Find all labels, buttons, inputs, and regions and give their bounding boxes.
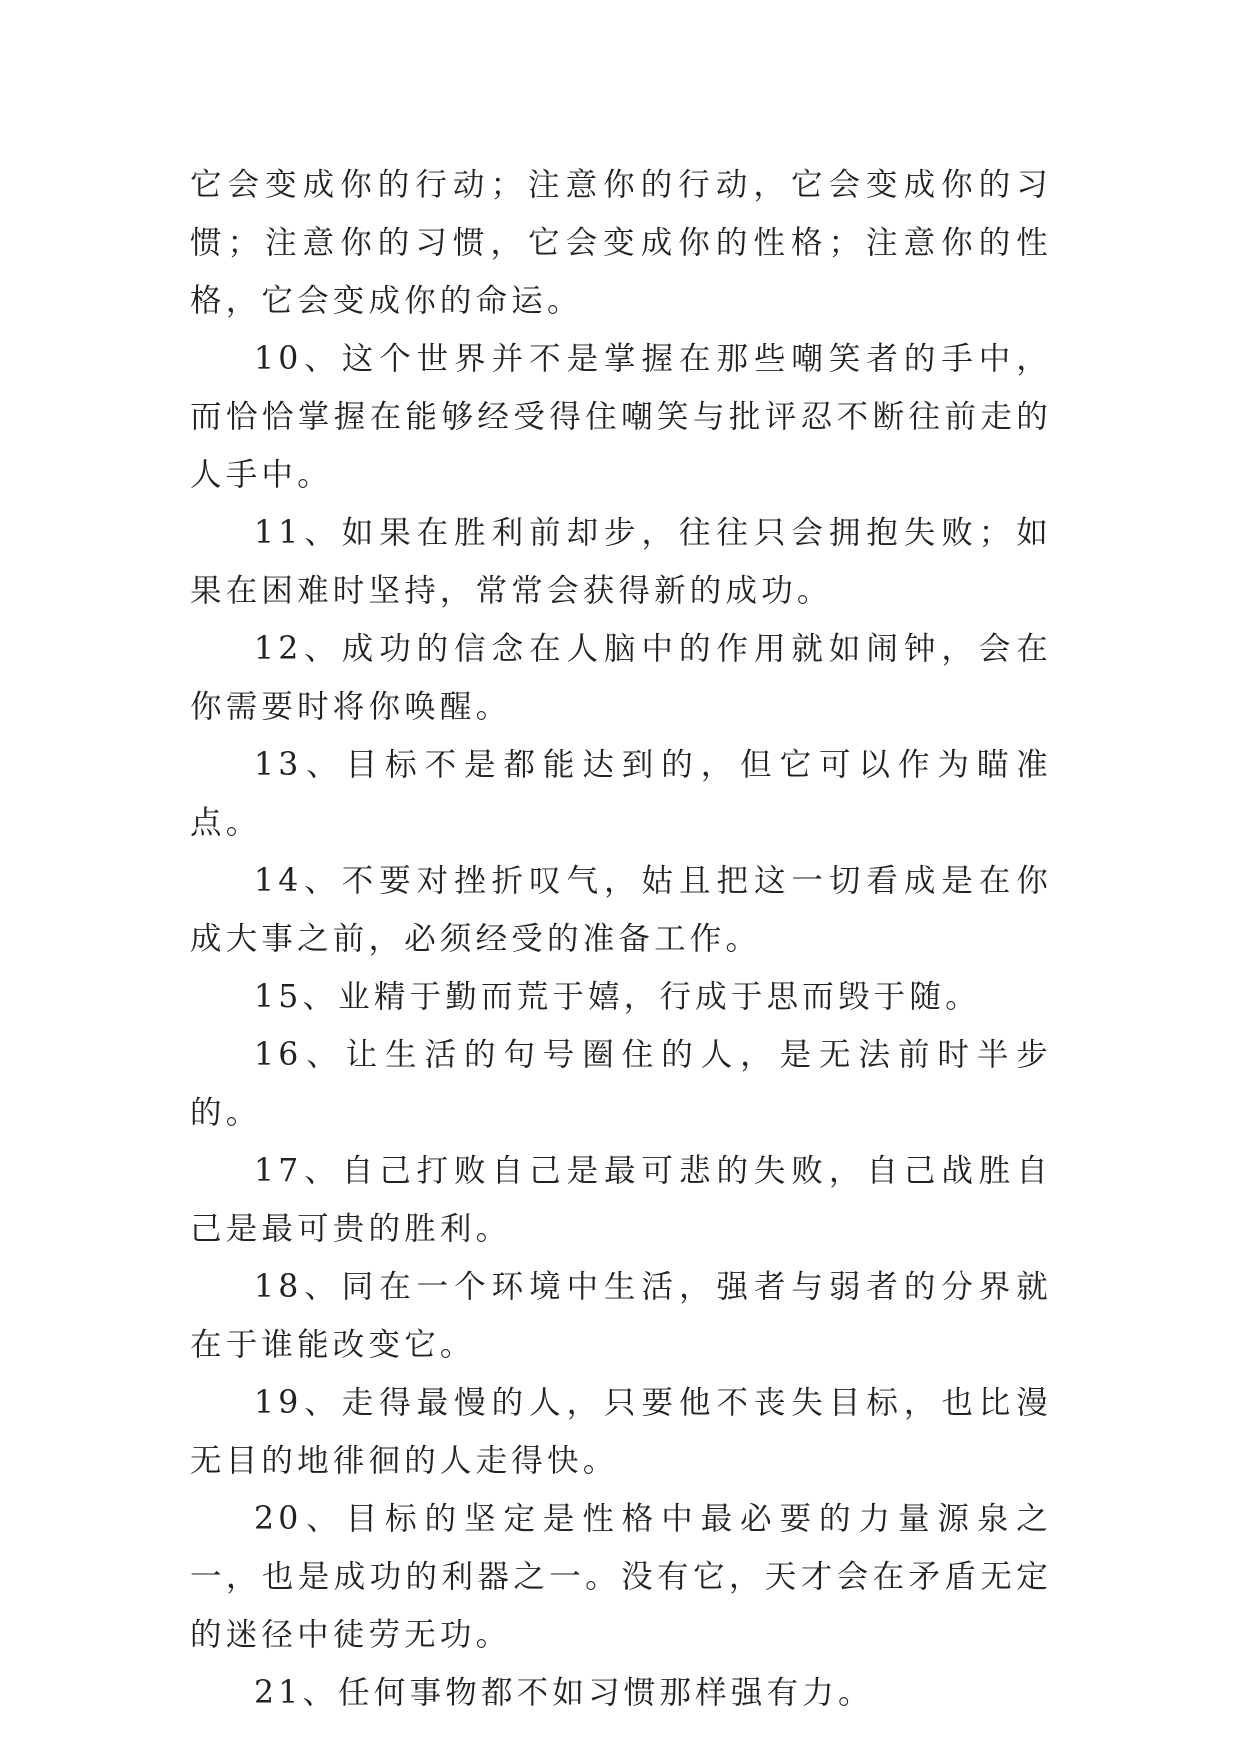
paragraph-16: 16、让生活的句号圈住的人，是无法前时半步的。 [190,1037,1052,1131]
paragraph-13: 13、目标不是都能达到的，但它可以作为瞄准点。 [190,747,1052,841]
paragraph-11: 11、如果在胜利前却步，往往只会拥抱失败；如果在困难时坚持，常常会获得新的成功。 [190,515,1052,609]
paragraph-14: 14、不要对挫折叹气，姑且把这一切看成是在你成大事之前，必须经受的准备工作。 [190,863,1052,957]
document-body [190,156,1052,1722]
paragraph-21: 21、任何事物都不如习惯那样强有力。 [254,1675,874,1711]
paragraph-17: 17、自己打败自己是最可悲的失败，自己战胜自己是最可贵的胜利。 [190,1153,1052,1247]
paragraph-10: 10、这个世界并不是掌握在那些嘲笑者的手中，而恰恰掌握在能够经受得住嘲笑与批评忍不断往前走的人手中。 [190,341,1052,493]
paragraph-20: 20、目标的坚定是性格中最必要的力量源泉之一，也是成功的利器之一。没有它，天才会在矛盾无定的迷径中徒劳无功。 [190,1501,1052,1653]
paragraph-15: 15、业精于勤而荒于嬉，行成于思而毁于随。 [254,979,981,1015]
paragraph-18: 18、同在一个环境中生活，强者与弱者的分界就在于谁能改变它。 [190,1269,1052,1363]
paragraph-19: 19、走得最慢的人，只要他不丧失目标，也比漫无目的地徘徊的人走得快。 [190,1385,1052,1479]
paragraph-12: 12、成功的信念在人脑中的作用就如闹钟，会在你需要时将你唤醒。 [190,631,1052,725]
paragraph-continuation: 它会变成你的行动；注意你的行动，它会变成你的习惯；注意你的习惯，它会变成你的性格；注意你的性格，它会变成你的命运。 [190,167,1052,319]
